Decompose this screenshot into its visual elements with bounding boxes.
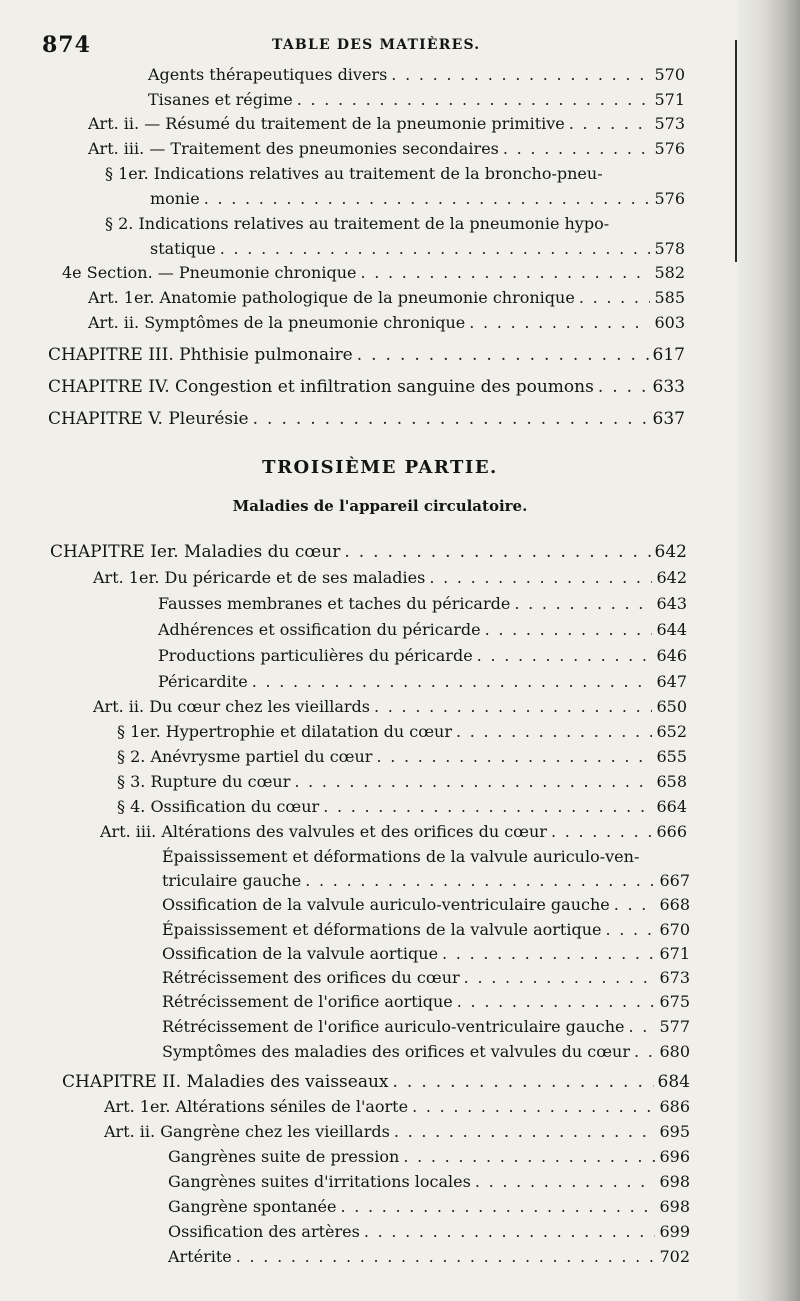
toc-entry <box>158 618 687 642</box>
entry-page: 702 <box>659 1247 690 1266</box>
dot-leader <box>323 795 652 819</box>
entry-page: 664 <box>656 797 687 816</box>
toc-entry <box>162 966 690 990</box>
toc-entry <box>93 695 687 719</box>
dot-leader <box>634 1040 655 1064</box>
toc-entry <box>168 1220 690 1244</box>
dot-leader <box>294 770 652 794</box>
dot-leader <box>412 1095 655 1119</box>
toc-entry-continuation <box>150 237 685 261</box>
entry-text: Art. ii. Gangrène chez les vieillards <box>104 1122 390 1141</box>
dot-leader <box>297 88 651 112</box>
entry-page: 576 <box>654 189 685 208</box>
entry-text: Art. iii. Altérations des valvules et des orifices du cœur <box>100 822 547 841</box>
entry-text: Art. ii. — Résumé du traitement de la pneumonie primitive <box>88 114 565 133</box>
entry-page: 582 <box>654 263 685 282</box>
dot-leader <box>457 990 656 1014</box>
entry-page: 637 <box>652 409 685 429</box>
dot-leader <box>305 869 655 893</box>
dot-leader <box>514 592 652 616</box>
entry-text: Artérite <box>168 1247 232 1266</box>
entry-text: § 4. Ossification du cœur <box>117 797 320 816</box>
dot-leader <box>485 618 653 642</box>
toc-entry <box>158 670 687 694</box>
entry-text: Rétrécissement de l'orifice aortique <box>162 992 453 1011</box>
toc-entry <box>162 942 690 966</box>
entry-text: CHAPITRE IV. Congestion et infiltration sanguine des poumons <box>48 377 594 397</box>
dot-leader <box>236 1245 656 1269</box>
entry-page: 573 <box>654 114 685 133</box>
entry-page: 699 <box>659 1222 690 1241</box>
entry-text: Art. iii. — Traitement des pneumonies secondaires <box>88 139 499 158</box>
toc-entry <box>88 286 685 310</box>
entry-page: 666 <box>656 822 687 841</box>
toc-entry-continuation <box>150 187 685 211</box>
toc-entry <box>162 918 690 942</box>
entry-text: CHAPITRE III. Phthisie pulmonaire <box>48 345 353 365</box>
entry-text: Gangrènes suites d'irritations locales <box>168 1172 471 1191</box>
toc-entry-first-line: § 1er. Indications relatives au traitement de la broncho-pneu- <box>105 164 603 183</box>
margin-pencil-line <box>735 40 737 262</box>
entry-text: Ossification des artères <box>168 1222 360 1241</box>
entry-page: 585 <box>654 288 685 307</box>
entry-text: Gangrène spontanée <box>168 1197 337 1216</box>
entry-page: 643 <box>656 594 687 613</box>
entry-page: 675 <box>659 992 690 1011</box>
dot-leader <box>614 893 656 917</box>
entry-text: Épaississement et déformations de la valvule aortique <box>162 920 602 939</box>
entry-page: 650 <box>656 697 687 716</box>
toc-entry <box>148 63 685 87</box>
dot-leader <box>253 407 649 431</box>
dot-leader <box>357 343 649 367</box>
toc-entry <box>162 893 690 917</box>
entry-text: Fausses membranes et taches du péricarde <box>158 594 511 613</box>
dot-leader <box>475 1170 656 1194</box>
entry-page: 658 <box>656 772 687 791</box>
dot-leader <box>376 745 652 769</box>
dot-leader <box>403 1145 655 1169</box>
entry-text: CHAPITRE II. Maladies des vaisseaux <box>62 1072 389 1092</box>
dot-leader <box>391 63 650 87</box>
dot-leader <box>364 1220 656 1244</box>
toc-entry <box>88 112 685 136</box>
dot-leader <box>579 286 651 310</box>
entry-text: 4e Section. — Pneumonie chronique <box>62 263 357 282</box>
toc-entry-continuation <box>162 869 690 893</box>
chapter-entry <box>48 407 685 431</box>
toc-entry <box>162 1040 690 1064</box>
entry-page: 668 <box>659 895 690 914</box>
entry-page: 696 <box>659 1147 690 1166</box>
toc-entry <box>117 770 687 794</box>
entry-page: 571 <box>654 90 685 109</box>
dot-leader <box>629 1015 656 1039</box>
entry-page: 695 <box>659 1122 690 1141</box>
entry-page: 680 <box>659 1042 690 1061</box>
entry-page: 647 <box>656 672 687 691</box>
dot-leader <box>220 237 651 261</box>
entry-page: 698 <box>659 1172 690 1191</box>
entry-text: Symptômes des maladies des orifices et valvules du cœur <box>162 1042 630 1061</box>
entry-text: Agents thérapeutiques divers <box>148 65 388 84</box>
dot-leader <box>393 1070 654 1094</box>
page-gutter-shadow <box>738 0 800 1301</box>
dot-leader <box>394 1120 656 1144</box>
entry-text: Art. ii. Du cœur chez les vieillards <box>93 697 370 716</box>
toc-entry <box>148 88 685 112</box>
toc-entry <box>158 592 687 616</box>
dot-leader <box>340 1195 655 1219</box>
entry-text: Art. ii. Symptômes de la pneumonie chronique <box>88 313 466 332</box>
entry-page: 698 <box>659 1197 690 1216</box>
dot-leader <box>469 311 650 335</box>
entry-page: 642 <box>656 568 687 587</box>
entry-text: Rétrécissement des orifices du cœur <box>162 968 460 987</box>
dot-leader <box>503 137 651 161</box>
dot-leader <box>598 375 649 399</box>
entry-text: Art. 1er. Anatomie pathologique de la pneumonie chronique <box>88 288 575 307</box>
dot-leader <box>429 566 652 590</box>
entry-text: Adhérences et ossification du péricarde <box>158 620 481 639</box>
toc-entry <box>117 795 687 819</box>
entry-page: 570 <box>654 65 685 84</box>
entry-page: 670 <box>659 920 690 939</box>
toc-entry <box>117 720 687 744</box>
toc-entry-first-line: Épaississement et déformations de la valvule auriculo-ven- <box>162 847 640 866</box>
entry-page: 646 <box>656 646 687 665</box>
entry-page: 576 <box>654 139 685 158</box>
entry-text: Gangrènes suite de pression <box>168 1147 400 1166</box>
entry-page: 671 <box>659 944 690 963</box>
dot-leader <box>569 112 651 136</box>
toc-entry <box>162 990 690 1014</box>
toc-entry <box>168 1170 690 1194</box>
entry-page: 644 <box>656 620 687 639</box>
dot-leader <box>360 261 650 285</box>
entry-text: triculaire gauche <box>162 871 302 890</box>
dot-leader <box>344 540 650 564</box>
part-subtitle: Maladies de l'appareil circulatoire. <box>232 497 528 515</box>
entry-page: 673 <box>659 968 690 987</box>
running-title: TABLE DES MATIÈRES. <box>272 37 481 53</box>
entry-text: Tisanes et régime <box>148 90 293 109</box>
toc-entry <box>168 1195 690 1219</box>
dot-leader <box>252 670 653 694</box>
chapter-entry <box>48 375 685 399</box>
chapter-entry <box>62 1070 690 1094</box>
toc-entry <box>162 1015 690 1039</box>
dot-leader <box>464 966 656 990</box>
toc-entry <box>62 261 685 285</box>
toc-entry <box>88 311 685 335</box>
toc-entry <box>168 1245 690 1269</box>
toc-entry-first-line: § 2. Indications relatives au traitement de la pneumonie hypo- <box>105 214 610 233</box>
dot-leader <box>477 644 653 668</box>
dot-leader <box>204 187 651 211</box>
entry-text: statique <box>150 239 216 258</box>
toc-entry <box>104 1120 690 1144</box>
entry-page: 684 <box>657 1072 690 1092</box>
chapter-entry <box>48 343 685 367</box>
toc-entry <box>117 745 687 769</box>
dot-leader <box>606 918 656 942</box>
entry-text: Rétrécissement de l'orifice auriculo-ventriculaire gauche <box>162 1017 625 1036</box>
toc-entry <box>104 1095 690 1119</box>
toc-entry <box>88 137 685 161</box>
entry-text: Péricardite <box>158 672 248 691</box>
entry-page: 686 <box>659 1097 690 1116</box>
toc-entry <box>158 644 687 668</box>
chapter-entry <box>50 540 687 564</box>
entry-page: 577 <box>659 1017 690 1036</box>
entry-page: 655 <box>656 747 687 766</box>
entry-text: § 3. Rupture du cœur <box>117 772 291 791</box>
dot-leader <box>374 695 652 719</box>
entry-page: 578 <box>654 239 685 258</box>
part-title: TROISIÈME PARTIE. <box>262 457 498 478</box>
entry-text: § 1er. Hypertrophie et dilatation du cœur <box>117 722 452 741</box>
entry-text: CHAPITRE Ier. Maladies du cœur <box>50 542 341 562</box>
entry-text: Productions particulières du péricarde <box>158 646 473 665</box>
entry-page: 652 <box>656 722 687 741</box>
page-header <box>42 32 682 62</box>
dot-leader <box>551 820 653 844</box>
entry-text: Ossification de la valvule auriculo-ventriculaire gauche <box>162 895 610 914</box>
toc-entry <box>93 566 687 590</box>
entry-text: CHAPITRE V. Pleurésie <box>48 409 249 429</box>
dot-leader <box>456 720 652 744</box>
page-number: 874 <box>42 32 91 58</box>
toc-entry <box>168 1145 690 1169</box>
toc-entry <box>100 820 687 844</box>
entry-text: monie <box>150 189 200 208</box>
entry-page: 642 <box>654 542 687 562</box>
entry-page: 667 <box>659 871 690 890</box>
entry-text: Art. 1er. Du péricarde et de ses maladies <box>93 568 426 587</box>
dot-leader <box>442 942 655 966</box>
entry-text: § 2. Anévrysme partiel du cœur <box>117 747 373 766</box>
entry-page: 603 <box>654 313 685 332</box>
entry-text: Ossification de la valvule aortique <box>162 944 439 963</box>
entry-text: Art. 1er. Altérations séniles de l'aorte <box>104 1097 409 1116</box>
entry-page: 633 <box>652 377 685 397</box>
entry-page: 617 <box>652 345 685 365</box>
